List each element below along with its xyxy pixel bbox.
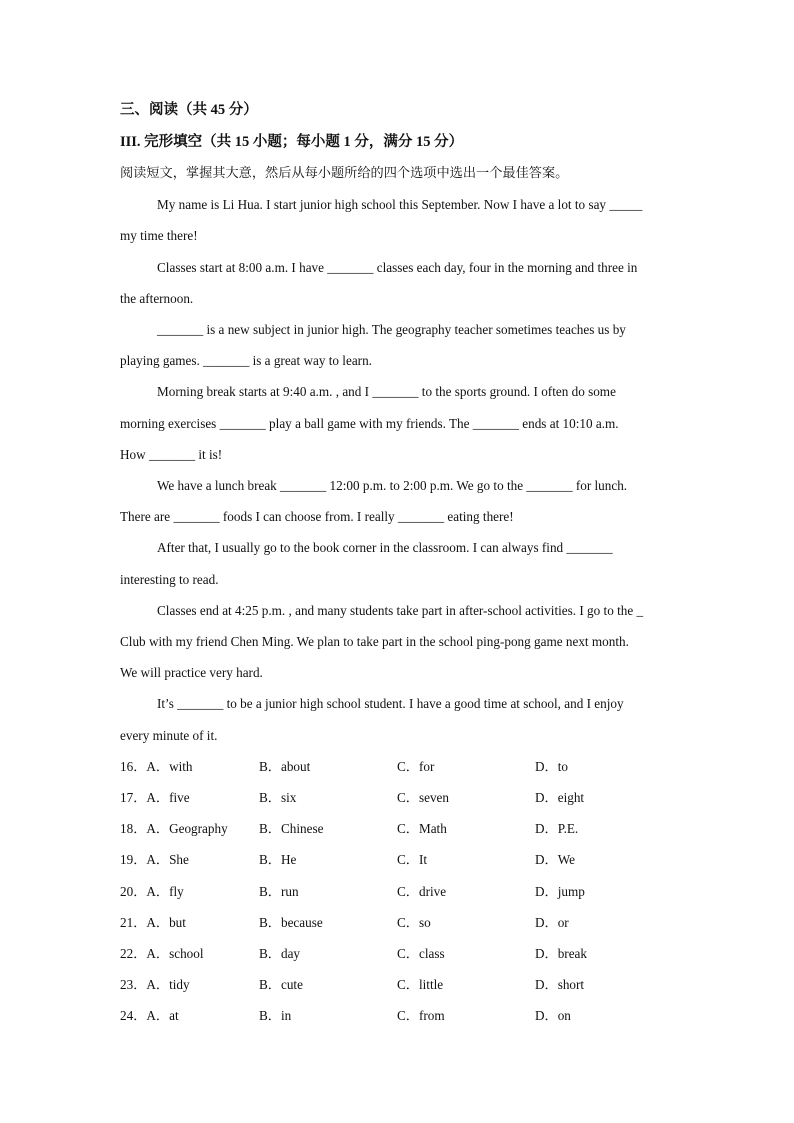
section-subtitle: III. 完形填空（共 15 小题；每小题 1 分，满分 15 分）	[120, 134, 464, 150]
passage-line: My name is Li Hua. I start junior high school this September. Now I have a lot to say _____	[157, 197, 643, 212]
question-row	[120, 1007, 680, 1025]
option-c: C．for	[397, 759, 435, 774]
option-c: C．so	[397, 915, 431, 930]
option-a: 24．A．at	[120, 1008, 179, 1023]
option-c: C．It	[397, 852, 428, 867]
option-a: 22．A．school	[120, 946, 204, 961]
option-a: 21．A．but	[120, 915, 186, 930]
question-row	[120, 945, 680, 963]
question-row	[120, 758, 680, 776]
question-row	[120, 789, 680, 807]
question-number: 22．	[120, 946, 147, 961]
option-d: D．eight	[535, 790, 585, 805]
option-c: C．from	[397, 1008, 445, 1023]
question-row	[120, 820, 680, 838]
question-number: 16．	[120, 759, 147, 774]
question-number: 24．	[120, 1008, 147, 1023]
question-number: 20．	[120, 884, 147, 899]
passage-line: There are _______ foods I can choose from. I really _______ eating there!	[120, 509, 514, 524]
option-d: D．We	[535, 852, 575, 867]
option-d: D．break	[535, 946, 587, 961]
option-b: B．six	[259, 790, 297, 805]
option-c: C．little	[397, 977, 444, 992]
question-number: 23．	[120, 977, 147, 992]
option-b: B．run	[259, 884, 299, 899]
option-a: 23．A．tidy	[120, 977, 190, 992]
passage-line: After that, I usually go to the book corner in the classroom. I can always find _______	[157, 540, 613, 555]
section-title: 三、阅读（共 45 分）	[120, 102, 258, 118]
option-d: D．jump	[535, 884, 585, 899]
passage-line: interesting to read.	[120, 572, 219, 587]
option-a: 17．A．five	[120, 790, 190, 805]
option-b: B．because	[259, 915, 323, 930]
passage-line: my time there!	[120, 228, 198, 243]
question-row	[120, 883, 680, 901]
option-d: D．short	[535, 977, 585, 992]
option-b: B．He	[259, 852, 297, 867]
passage-line: How _______ it is!	[120, 447, 223, 462]
option-b: B．cute	[259, 977, 303, 992]
passage-line: It’s _______ to be a junior high school student. I have a good time at school, and I enjoy	[157, 696, 624, 711]
passage-line: _______ is a new subject in junior high. The geography teacher sometimes teaches us by	[157, 322, 626, 337]
passage-line: Classes end at 4:25 p.m. , and many students take part in after-school activities. I go to the _	[157, 603, 644, 618]
option-c: C．drive	[397, 884, 447, 899]
passage-line: every minute of it.	[120, 728, 218, 743]
passage-line: Classes start at 8:00 a.m. I have _______ classes each day, four in the morning and three in	[157, 260, 638, 275]
option-c: C．seven	[397, 790, 450, 805]
question-row	[120, 851, 680, 869]
option-a: 16．A．with	[120, 759, 193, 774]
option-c: C．class	[397, 946, 445, 961]
question-number: 21．	[120, 915, 147, 930]
passage-line: We will practice very hard.	[120, 665, 263, 680]
question-row	[120, 976, 680, 994]
passage-line: Club with my friend Chen Ming. We plan to take part in the school ping-pong game next month.	[120, 634, 629, 649]
option-d: D．P.E.	[535, 821, 579, 836]
question-row	[120, 914, 680, 932]
passage-line: morning exercises _______ play a ball game with my friends. The _______ ends at 10:10 a.m.	[120, 416, 619, 431]
option-a: 18．A．Geography	[120, 821, 228, 836]
question-number: 18．	[120, 821, 147, 836]
option-d: D．to	[535, 759, 568, 774]
option-b: B．about	[259, 759, 311, 774]
option-d: D．on	[535, 1008, 571, 1023]
option-c: C．Math	[397, 821, 447, 836]
question-number: 19．	[120, 852, 147, 867]
passage-line: Morning break starts at 9:40 a.m. , and I _______ to the sports ground. I often do some	[157, 384, 616, 399]
instruction-text: 阅读短文，掌握其大意，然后从每小题所给的四个选项中选出一个最佳答案。	[120, 165, 569, 180]
option-b: B．day	[259, 946, 301, 961]
option-d: D．or	[535, 915, 569, 930]
passage-line: We have a lunch break _______ 12:00 p.m. to 2:00 p.m. We go to the _______ for lunch.	[157, 478, 628, 493]
option-a: 20．A．fly	[120, 884, 184, 899]
option-b: B．Chinese	[259, 821, 324, 836]
option-b: B．in	[259, 1008, 292, 1023]
passage-line: the afternoon.	[120, 291, 194, 306]
question-number: 17．	[120, 790, 147, 805]
option-a: 19．A．She	[120, 852, 189, 867]
passage-line: playing games. _______ is a great way to learn.	[120, 353, 372, 368]
